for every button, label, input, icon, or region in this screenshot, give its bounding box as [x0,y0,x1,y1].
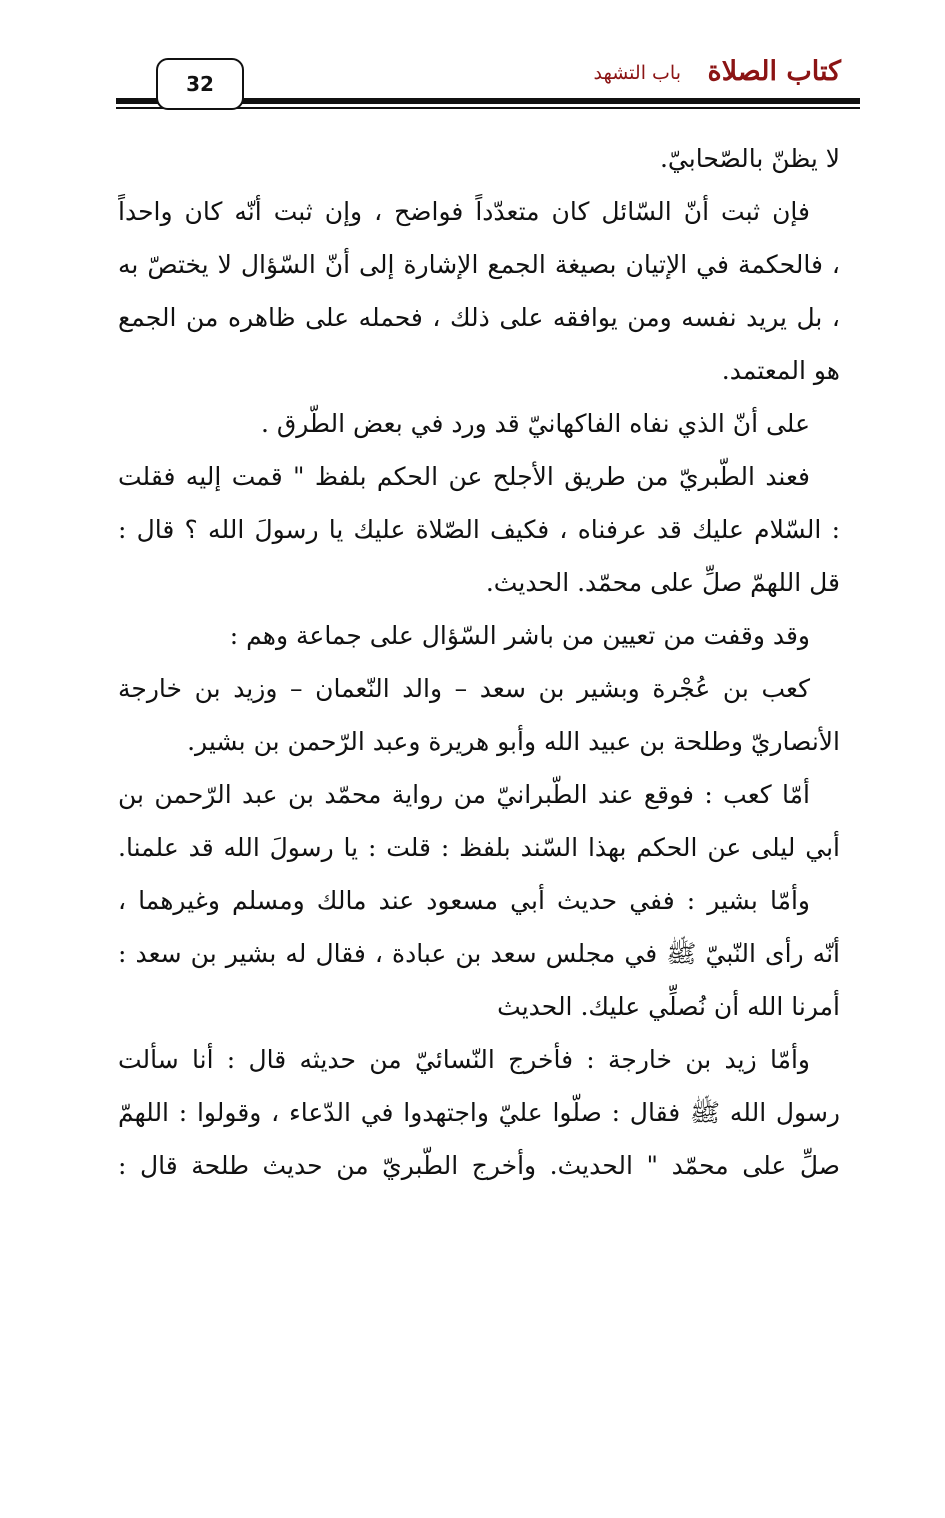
text-line: أنّه رأى النّبيّ ﷺ في مجلس سعد بن عبادة ، فقال له بشير بن سعد : [118,939,840,968]
text-line: : السّلام عليك قد عرفناه ، فكيف الصّلاة عليك يا رسولَ الله ؟ قال : [118,515,840,544]
page-header [0,0,945,120]
text-line: رسول الله ﷺ فقال : صلّوا عليّ واجتهدوا في الدّعاء ، وقولوا : اللهمّ [118,1098,840,1127]
page-number: 32 [156,58,244,110]
text-line: صلِّ على محمّد " الحديث. وأخرج الطّبريّ من حديث طلحة قال : [118,1151,840,1180]
text-line: فعند الطّبريّ من طريق الأجلح عن الحكم بلفظ " قمت إليه فقلت [118,462,810,491]
text-line: لا يظنّ بالصّحابيّ. [659,144,840,173]
chapter-title: باب التشهد [593,62,681,84]
body-text [118,132,840,1192]
text-line: قل اللهمّ صلِّ على محمّد. الحديث. [485,568,840,597]
text-line: على أنّ الذي نفاه الفاكهانيّ قد ورد في بعض الطّرق . [260,409,810,438]
text-line: أبي ليلى عن الحكم بهذا السّند بلفظ : قلت : يا رسولَ الله قد علمنا. [118,833,840,862]
text-line: وقد وقفت من تعيين من باشر السّؤال على جماعة وهم : [229,621,810,650]
text-line: ، بل يريد نفسه ومن يوافقه على ذلك ، فحمله على ظاهره من الجمع [118,303,840,332]
text-line: ، فالحكمة في الإتيان بصيغة الجمع الإشارة إلى أنّ السّؤال لا يختصّ به [118,250,840,279]
text-line: وأمّا زيد بن خارجة : فأخرج النّسائيّ من حديثه قال : أنا سألت [118,1045,810,1074]
text-line: وأمّا بشير : ففي حديث أبي مسعود عند مالك ومسلم وغيرهما ، [118,886,810,915]
text-line: هو المعتمد. [721,356,840,385]
text-line: أمّا كعب : فوقع عند الطّبرانيّ من رواية محمّد بن عبد الرّحمن بن [118,780,810,809]
book-title: كتاب الصلاة [707,56,841,87]
text-line: الأنصاريّ وطلحة بن عبيد الله وأبو هريرة وعبد الرّحمن بن بشير. [187,727,840,756]
text-line: فإن ثبت أنّ السّائل كان متعدّداً فواضح ، وإن ثبت أنّه كان واحداً [118,197,810,226]
text-line: كعب بن عُجْرة وبشير بن سعد – والد النّعمان – وزيد بن خارجة [118,674,810,703]
text-line: أمرنا الله أن نُصلِّي عليك. الحديث [497,992,840,1021]
